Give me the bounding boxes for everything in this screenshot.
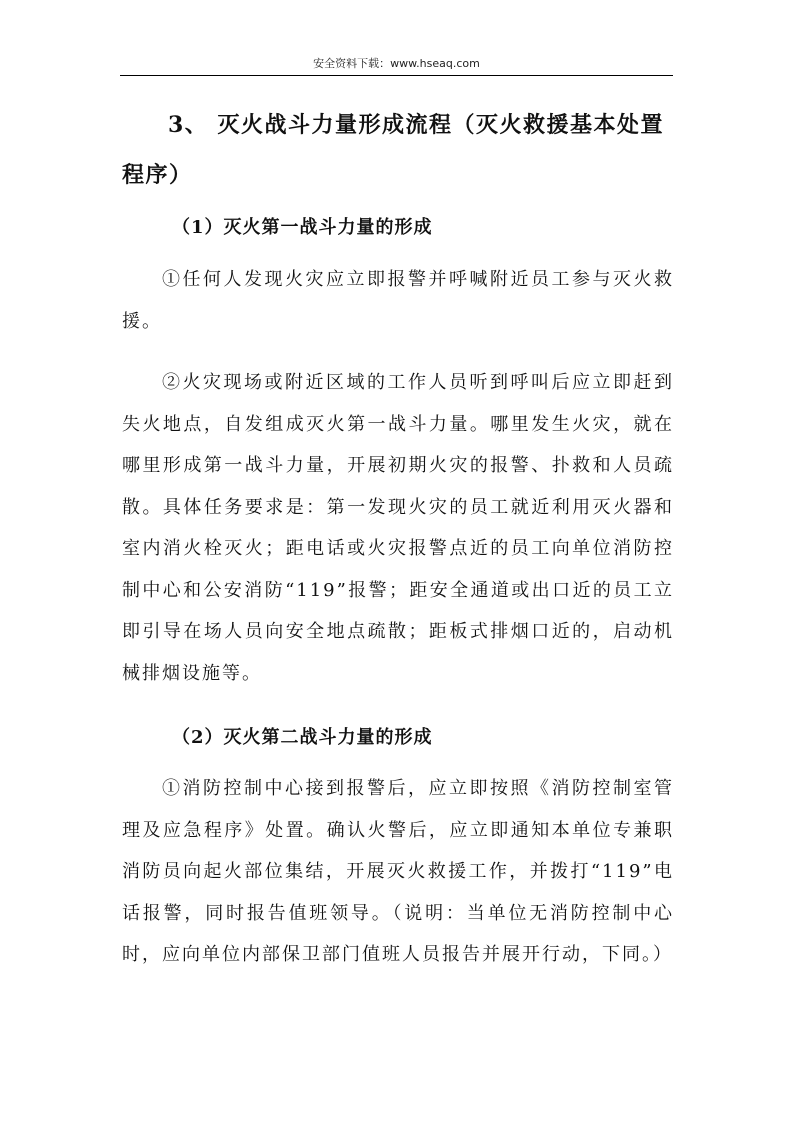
paragraph-1-1: ①任何人发现火灾应立即报警并呼喊附近员工参与灭火救援。 xyxy=(122,269,674,332)
header-divider xyxy=(120,75,673,76)
subsection-title-2: （2）灭火第二战斗力量的形成 xyxy=(172,727,433,748)
document-body xyxy=(122,100,674,976)
paragraph-2-1: ①消防控制中心接到报警后，应立即按照《消防控制室管理及应急程序》处置。确认火警后，应立即通知本单位专兼职消防员向起火部位集结，开展灭火救援工作，并拨打“119”电话报警，同时报告值班领导。（说明：当单位无消防控制中心时，应向单位内部保卫部门值班人员报告并展开行动，下同。） xyxy=(122,778,674,965)
paragraph-1-2: ②火灾现场或附近区域的工作人员听到呼叫后应立即赶到失火地点，自发组成灭火第一战斗力量。哪里发生火灾，就在哪里形成第一战斗力量，开展初期火灾的报警、扑救和人员疏散。具体任务要求是：第一发现火灾的员工就近利用灭火器和室内消火栓灭火；距电话或火灾报警点近的员工向单位消防控制中心和公安消防“119”报警；距安全通道或出口近的员工立即引导在场人员向安全地点疏散；距板式排烟口近的，启动机械排烟设施等。 xyxy=(122,372,674,684)
section-title: 3、 灭火战斗力量形成流程（灭火救援基本处置程序） xyxy=(122,112,664,188)
subsection-title-1: （1）灭火第一战斗力量的形成 xyxy=(172,217,433,238)
page-header: 安全资料下载：www.hseaq.com xyxy=(313,57,480,70)
